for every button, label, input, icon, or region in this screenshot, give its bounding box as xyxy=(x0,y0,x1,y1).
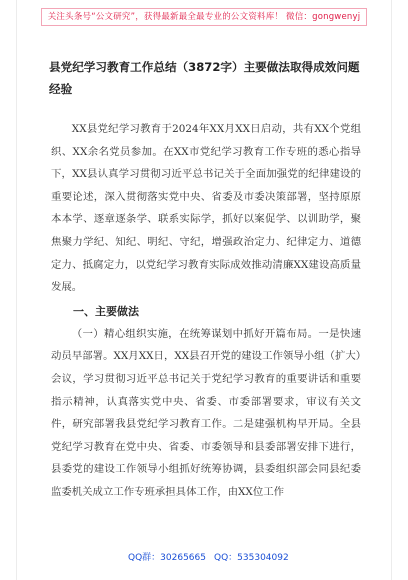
footer-contacts xyxy=(0,550,408,570)
promo-banner xyxy=(17,6,391,28)
document-body xyxy=(51,118,361,504)
document-page xyxy=(17,0,391,580)
section-heading: 一、主要做法 xyxy=(73,304,139,318)
qq-contact-text: QQ：535304092 xyxy=(214,553,289,563)
body-paragraph: （一）精心组织实施，在统筹谋划中抓好开篇布局。一是快速动员早部署。XX月XX日，XX县召开党的建设工作领导小组（扩大）会议，学习贯彻习近平总书记关于党纪学习教育的重要讲话和重要指示精神，认真落实党中央、省委、市委部署要求，审议有关文件，研究部署我县党纪学习教育工作。二是建强机构早开局。全县党纪学习教育在党中央、省委、市委领导和县委部署安排下进行，县委党的建设工作领导小组抓好统筹协调，县委组织部会同县纪委监委机关成立工作专班承担具体工作，由XX位工作 xyxy=(51,327,361,498)
qq-group-text: QQ群：30265665 xyxy=(128,553,206,563)
intro-paragraph: XX县党纪学习教育于2024年XX月XX日启动，共有XX个党组织、XX余名党员参加。在XX市党纪学习教育工作专班的悉心指导下，XX县认真学习贯彻习近平总书记关于全面加强党的纪律建设的重要论述，深入贯彻落实党中央、省委及市委决策部署，坚持原原本本学、逐章逐条学、联系实际学，抓好以案促学、以训助学，聚焦聚力学纪、知纪、明纪、守纪，增强政治定力、纪律定力、道德定力、抵腐定力，以党纪学习教育实际成效推动清廉XX建设高质量发展。 xyxy=(51,123,361,294)
document-title: 县党纪学习教育工作总结（3872字）主要做法取得成效问题经验 xyxy=(49,60,360,96)
promo-banner-text: 关注头条号“公文研究”，获得最新最全最专业的公文资料库！ 微信：gongwenyj xyxy=(41,8,368,26)
